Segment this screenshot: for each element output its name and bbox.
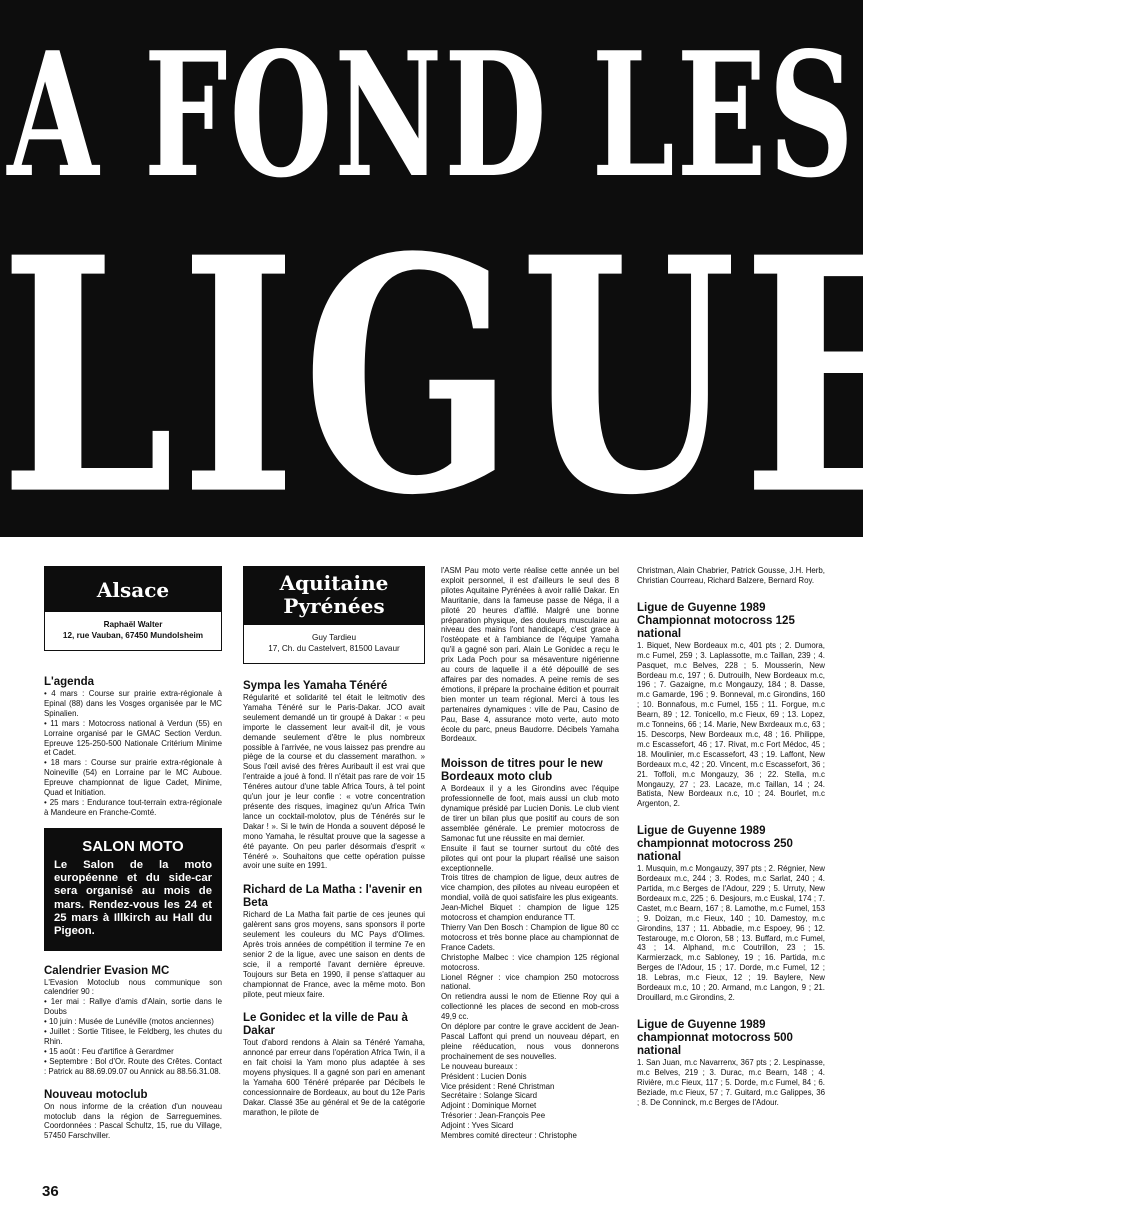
salon-text: Le Salon de la moto européenne et du side-car sera organisé au mois de mars. Rendez-vous les 24 et 25 mars à Illkirch au Hall du Pigeon. bbox=[54, 858, 212, 938]
article-title-yamaha: Sympa les Yamaha Ténéré bbox=[243, 680, 388, 692]
salon-moto-box bbox=[44, 828, 222, 951]
results-body-125: 1. Biquet, New Bordeaux m.c, 401 pts ; 2. Dumora, m.c Fumel, 259 ; 3. Laplassotte, m.c Taillan, 239 ; 4. Pasquet, m.c Belves, 228 ; 5. Mousserin, New Bordeau m.c, 197 ; 6. Dutrouilh, New Bordeaux m.c, 196 ; 7. Gazaigne, m.c Mongauzy, 184 ; 8. Dasse, m.c Gamarde, 196 ; 9. Bonneval, m.c Girondins, 160 ; 10. Bonnafous, m.c Fumel, 155 ; 11. Forgue, m.c Bearn, 89 ; 12. Tonicello, m.c Fieux, 69 ; 13. Lopez, m.c Tonneins, 66 ; 14. Marie, New Bxrdeaux m.c, 63 ; 15. Descorps, New Bordeaux m.c, 48 ; 16. Philippe, m.c Escassefort, 46 ; 17. Rivat, m.c Fort Médoc, 45 ; 18. Moulinier, m.c Escassefort, 43 ; 19. Laffont, New Bordeaux m.c, 42 ; 20. Vincent, m.c Escassefort, 36 ; 21. Toffoli, m.c Mongauzy, 36 ; 22. Stella, m.c Mongauzy, 27 ; 23. Lacaze, m.c Taillan, 14 ; 24. Batista, New Bordeaux n.c, 10 ; 24. Bourlet, m.c Argenton, 2. bbox=[637, 640, 825, 809]
results-body-500: 1. San Juan, m.c Navarrenx, 367 pts ; 2. Lespinasse, m.c Belves, 219 ; 3. Durac, m.c Bearn, 148 ; 4. Rivière, m.c Fieux, 117 ; 5. Dorde, m.c Fumel, 84 ; 6. Beziade, m.c Fieux, 57 ; 7. Guitard, m.c Galippes, 36 ; 8. De Conninck, m.c Berges de l'Adour. bbox=[637, 1057, 825, 1107]
page-number: 36 bbox=[42, 1183, 59, 1200]
article-body-bordeaux-continued: Christman, Alain Chabrier, Patrick Gousse, J.H. Herb, Christian Courreau, Richard Balzere, Bernard Roy. bbox=[637, 566, 825, 585]
results-title-125: Ligue de Guyenne 1989 Championnat motocross 125 national bbox=[637, 601, 795, 640]
headline-line-2: LIGUES bbox=[0, 188, 1123, 567]
article-body-gonidec-continued: l'ASM Pau moto verte réalise cette année un bel exploit personnel, il est d'ailleurs le seul des 8 pilotes Aquitaine Pyrénées à avoir rallié Dakar. En Mauritanie, dans la fameuse passe de Néga, il a piloté 20 heures d'affilé. Malgré une bonne préparation physique, des douleurs musculaire au niveau des mains l'ont handicapé, c'est grace à l'ostéopate et à l'ambiance de l'équipe Yamaha qu'il a gagné son pari. Alain Le Gonidec a reçu le prix Lada Poch pour sa mésaventure nigérienne au cours de laquelle il a été dépouillé de ses affaires par des nomades. A peine remis de ses émotions, il prépare la prochaine édition et pourrait bien monter un team régional. Merci à tous les partenaires dynamiques : ville de Pau, Casino de Pau, Base 4, assurance moto verte, auto moto école du parc, pneus Baudorre. Décibels Yamaha Bordeaux. bbox=[441, 566, 619, 744]
article-body-gonidec: Tout d'abord rendons à Alain sa Ténéré Yamaha, annoncé par erreur dans l'opération Africa Twin, il a en fait choisi la Yam mono plus adaptée à ses moyens physiques. Il a gagné son pari en amenant la Yamaha 600 Ténéré préparée par Décibels le concessionnaire de Bordeaux, au bout du 12e Paris Dakar. Classé 35e au général et 9e de la catégorie marathon, le pilote de bbox=[243, 1038, 425, 1117]
section-header-line-2: Pyrénées bbox=[283, 594, 385, 618]
contact-box-alsace bbox=[44, 612, 222, 651]
article-body-matha: Richard de La Matha fait partie de ces jeunes qui galèrent sans gros moyens, sans sponsors il porte seulement les couleurs du MC Pays d'Olimes. Après trois années de compétition il termine 7e en senior 2 de la ligue, avec une saison en dents de scie, il a remporté l'avant dernière épreuve. Toujours sur Beta en 1990, il pense s'attaquer au championnat de France, avec la même moto. Bon pilote, peut mieux faire. bbox=[243, 910, 425, 999]
article-body-agenda: • 4 mars : Course sur prairie extra-régionale à Epinal (88) dans les Vosges organisée par le MC Spinalien. • 11 mars : Motocross national à Verdun (55) en Lorraine organisé par le GMAC Section Verdun. Epreuve 125-250-500 Nationale Critérium Minime et Cadet. • 18 mars : Course sur prairie extra-régionale à Noineville (54) en Lorraine par le MC Auboue. Epreuve championnat de ligue Cadet, Minime, Quad et Initiation. • 25 mars : Endurance tout-terrain extra-régionale à Mandeure en Franche-Comté. bbox=[44, 689, 222, 817]
article-title-gonidec: Le Gonidec et la ville de Pau à Dakar bbox=[243, 1012, 408, 1038]
results-body-250: 1. Musquin, m.c Mongauzy, 397 pts ; 2. Régnier, New Bordeaux m.c, 244 ; 3. Rodes, m.c Sarlat, 240 ; 4. Partida, m.c Berges de l'Adour, 229 ; 5. Urruty, New Bordeaux m.c, 225 ; 6. Desjours, m.c Euskal, 174 ; 7. Castet, m.c Bearn, 167 ; 8. Lamothe, m.c Fumel, 153 ; 9. Doizan, m.c Fieux, 140 ; 10. Damestoy, m.c Girondins, 137 ; 11. Abbadie, m.c Espoey, 96 ; 12. Testarouge, m.c Oloron, 58 ; 13. Buffard, m.c Fumel, 43 ; 14. Alphand, m.c Coutrillon, 23 ; 15. Karmierzack, m.c Sabloney, 19 ; 16. Partida, m.c Berges de l'Adour, 15 ; 17. Dorde, m.c Fumel, 12 ; 18. Lebras, m.c Fieux, 12 ; 19. Baylere, New Bordeaux m.c, 10 ; 20. Armand, m.c Langon, 9 ; 21. Drouillard, m.c Girondins, 2. bbox=[637, 864, 825, 1002]
article-title-bordeaux: Moisson de titres pour le new Bordeaux moto club bbox=[441, 758, 603, 784]
salon-title: SALON MOTO bbox=[82, 837, 184, 855]
column-3 bbox=[441, 566, 619, 1141]
contact-name: Guy Tardieu bbox=[312, 633, 356, 642]
column-4 bbox=[637, 566, 825, 1107]
article-title-agenda: L'agenda bbox=[44, 676, 95, 688]
article-title-matha: Richard de La Matha : l'avenir en Beta bbox=[243, 884, 423, 910]
headline-line-1: A FOND LES bbox=[7, 14, 856, 216]
article-body-bordeaux: A Bordeaux il y a les Girondins avec l'équipe professionnelle de foot, mais aussi un club moto dynamique présidé par Lucien Donis. Le club vient de tirer un bilan plus que positif au cours de son assemblée générale. Le premier motocross de Samonac fut une réussite en mai dernier. Ensuite il faut se tourner surtout du côté des pilotes qui ont pour la plupart réalisé une saison exceptionnelle. Trois titres de champion de ligue, deux autres de vice champion, des pilotes au niveau européen et mondial, voilà de quoi satisfaire les plus exigeants. Jean-Michel Biquet : champion de ligue 125 motocross et champion endurance TT. Thierry Van Den Bosch : Champion de ligue 80 cc motocross et très bonne place au championnat de France Cadets. Christophe Malbec : vice champion 125 régional motocross. Lionel Régner : vice champion 250 motocross national. On retiendra aussi le nom de Etienne Roy qui a collectionné les places de second en mob-cross 49,9 cc. On déplore par contre le grave accident de Jean-Pascal Laffont qui prend un nouveau départ, en pleine rééducation, nous vous donnerons prochainement de ses nouvelles. Le nouveau bureaux : Président : Lucien Donis Vice président : René Christman Secrétaire : Solange Sicard Adjoint : Dominique Mornet Trésorier : Jean-François Pee Adjoint : Yves Sicard Membres comité directeur : Christophe bbox=[441, 784, 619, 1141]
results-title-250: Ligue de Guyenne 1989 championnat motocross 250 national bbox=[637, 825, 793, 864]
contact-address: 17, Ch. du Castelvert, 81500 Lavaur bbox=[268, 644, 400, 653]
contact-box-aquitaine bbox=[243, 625, 425, 664]
section-header-aquitaine bbox=[243, 566, 425, 625]
column-aquitaine bbox=[243, 566, 425, 1118]
article-body-yamaha: Régularité et solidarité tel était le leitmotiv des Yamaha Ténéré sur le Paris-Dakar. JCO avait seulement demandé un tir groupé à Dakar : « peu importe le classement leur avait-il dit, je vous demande seulement d'être le plus nombreux possible à l'arrivée, ne vous laissez pas prendre au piège de la course et du classement marathon. » Sous l'œil avisé des frères Auribault il est vrai que l'entraide a joué à fond. Il n'était pas rare de voir 15 Ténéres autour d'une table Africa Tours, à tel point qu'un jour je leur confie : « votre concentration présente des risques, imaginez qu'un Africa Twin lance un cocktail-molotov, plus de Ténérés sur le Dakar ! ». Si le twin de Honda a souvent déposé le mono Yamaha, le résultat prouve que la sagesse a été payante. On peu parler désormais d'esprit « Ténéré ». Souhaitons que cette opération puisse avoir une suite en 1991. bbox=[243, 693, 425, 871]
contact-address: 12, rue Vauban, 67450 Mundolsheim bbox=[62, 631, 204, 640]
article-title-calendar: Calendrier Evasion MC bbox=[44, 964, 170, 977]
title-banner bbox=[0, 0, 1123, 567]
contact-name: Raphaël Walter bbox=[103, 620, 163, 629]
article-body-new-club: On nous informe de la création d'un nouveau motoclub dans la région de Sarreguemines. Coordonnées : Pascal Schultz, 15, rue du Village, 57450 Farschviller. bbox=[44, 1101, 222, 1141]
section-header-line-1: Aquitaine bbox=[279, 571, 389, 595]
results-title-500: Ligue de Guyenne 1989 championnat motocross 500 national bbox=[637, 1018, 793, 1057]
section-header-alsace: Alsace bbox=[44, 566, 222, 612]
column-alsace bbox=[44, 566, 222, 1141]
article-title-new-club: Nouveau motoclub bbox=[44, 1088, 148, 1101]
article-body-calendar: L'Evasion Motoclub nous communique son calendrier 90 : • 1er mai : Rallye d'amis d'Alain, sortie dans le Doubs • 10 juin : Musée de Lunéville (motos anciennes) • Juillet : Sortie Titisee, le Feldberg, les chutes du Rhin. • 15 août : Feu d'artifice à Gerardmer • Septembre : Bol d'Or. Route des Crêtes. Contact : Patrick au 88.69.09.07 ou Annick au 88.56.31.08. bbox=[44, 977, 222, 1076]
